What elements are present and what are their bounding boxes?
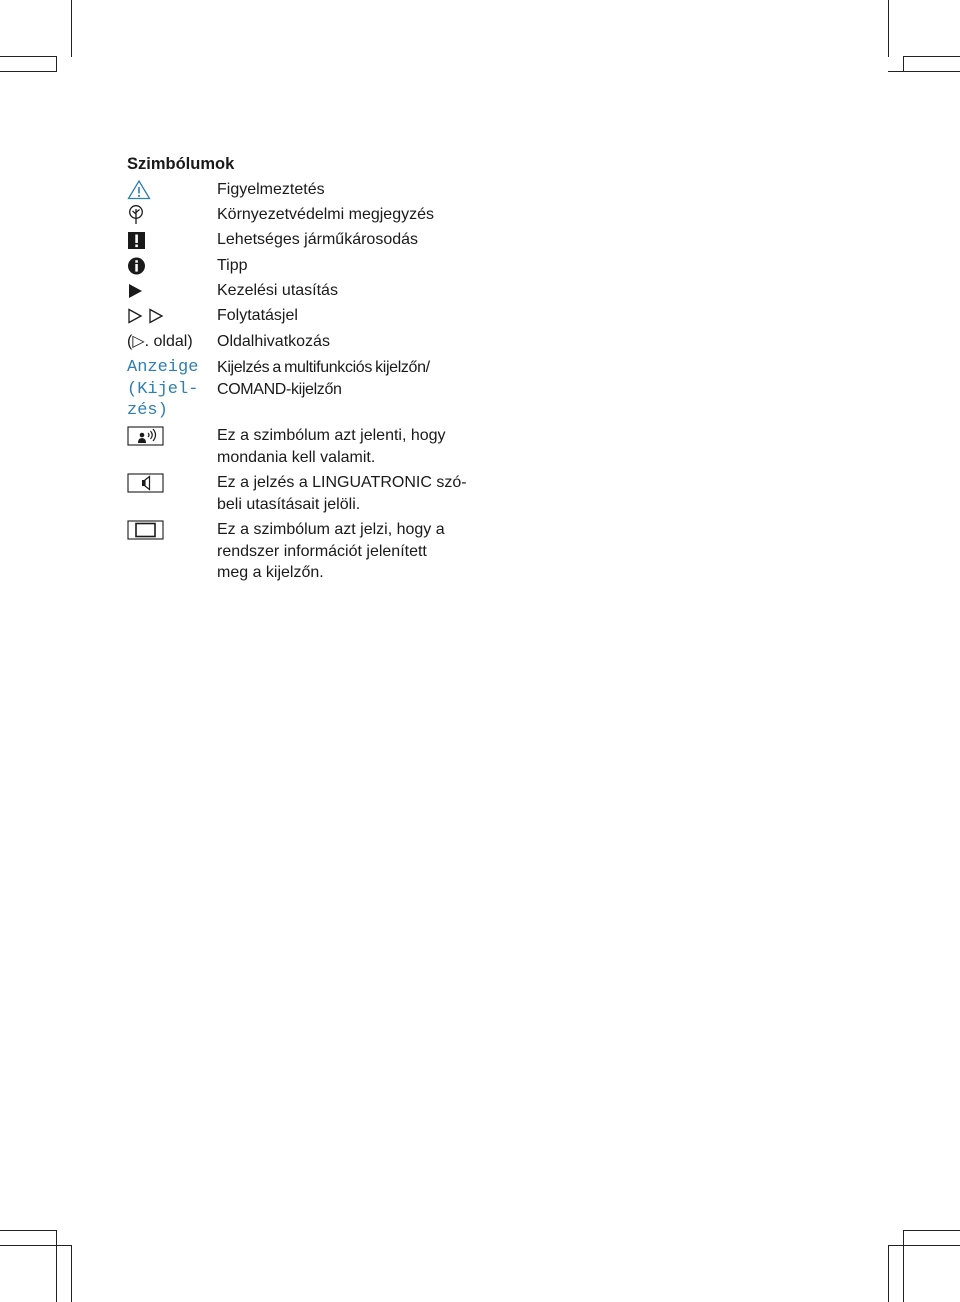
symbol-description: Környezetvédelmi megjegyzés [217, 206, 434, 223]
symbol-description [217, 519, 477, 584]
display-screen-icon [127, 519, 165, 541]
crop-mark-bottom-right-inner-horizontal [888, 1245, 960, 1246]
symbol-description [217, 472, 477, 515]
crop-mark-bottom-left-horizontal [0, 1230, 57, 1231]
display-text-line: zés) [127, 401, 168, 420]
crop-mark-top-right-horizontal [903, 56, 960, 57]
display-text-line: Anzeige [127, 358, 199, 377]
description-line: Ez a jelzés a LINGUATRONIC szó- [217, 474, 467, 491]
symbol-description: Oldalhivatkozás [217, 333, 330, 350]
continue-arrows-icon [127, 305, 167, 327]
description-line: mondania kell valamit. [217, 448, 376, 466]
description-line: beli utasításait jelöli. [217, 495, 361, 513]
display-text-line: (Kijel‐ [127, 379, 199, 399]
crop-mark-bottom-right-horizontal [903, 1230, 960, 1231]
crop-mark-bottom-left-inner-horizontal [0, 1245, 72, 1246]
crop-mark-top-right-vertical [888, 0, 889, 57]
symbol-description: Kezelési utasítás [217, 282, 338, 299]
symbol-description: Tipp [217, 257, 248, 274]
info-icon [127, 255, 147, 277]
crop-mark-bottom-right-vertical [888, 1245, 889, 1302]
speaker-icon [127, 472, 165, 494]
crop-mark-top-left-horizontal [0, 56, 57, 57]
display-text-symbol [127, 357, 198, 422]
warning-triangle-icon [127, 179, 151, 201]
crop-mark-bottom-right-inner-vertical [903, 1230, 904, 1302]
crop-mark-top-left-inner-horizontal [0, 71, 57, 72]
crop-mark-top-right-inner-vertical [903, 57, 904, 71]
description-line: Kijelzés a multifunkciós kijelzőn/ [217, 359, 430, 376]
description-line: Ez a szimbólum azt jelenti, hogy [217, 427, 446, 444]
page-reference-symbol: (▷. oldal) [127, 333, 193, 350]
exclamation-icon [127, 229, 147, 251]
crop-mark-top-left-vertical [71, 0, 72, 57]
description-line: Ez a szimbólum azt jelzi, hogy a [217, 521, 445, 538]
environment-leaf-icon [127, 204, 147, 226]
symbol-description [217, 357, 477, 400]
crop-mark-top-left-inner-vertical [56, 57, 57, 71]
crop-mark-bottom-left-vertical [71, 1245, 72, 1302]
crop-mark-top-right-inner-horizontal [888, 71, 960, 72]
symbol-description: Folytatásjel [217, 307, 298, 324]
description-line: COMAND-kijelzőn [217, 380, 342, 398]
description-line: rendszer információt jelenített [217, 542, 427, 560]
play-arrow-icon [127, 280, 147, 302]
section-heading: Szimbólumok [127, 155, 235, 173]
description-line: meg a kijelzőn. [217, 564, 324, 581]
symbol-description: Lehetséges járműkárosodás [217, 231, 419, 248]
symbol-description: Figyelmeztetés [217, 181, 325, 198]
crop-mark-bottom-left-inner-vertical [56, 1230, 57, 1302]
symbol-description [217, 425, 477, 468]
voice-speaking-icon [127, 425, 165, 447]
